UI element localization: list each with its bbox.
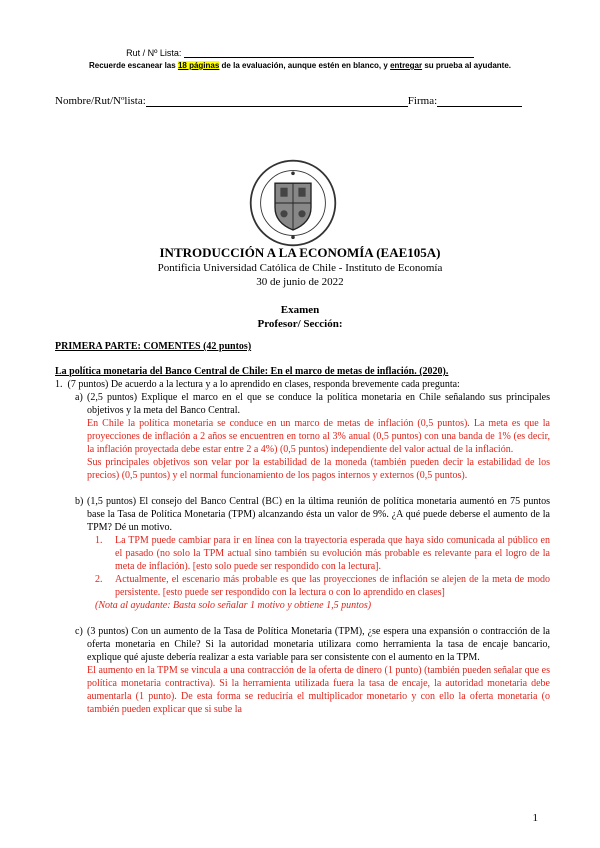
signature-label: Firma: (407, 95, 438, 107)
question-b (55, 495, 550, 534)
c-label: c) (75, 626, 83, 637)
b-text: (1,5 puntos) El consejo del Banco Central (BC) en la última reunión de política monetaria aumentó en 75 puntos base la Tasa de Política Monetaria (TPM) alcanzando ésta un valor de 9%. ¿A qué puede deberse el aumento de la TPM? Dé un motivo. (87, 496, 550, 533)
exam-content (55, 340, 550, 716)
answer-b-2 (55, 573, 550, 599)
exam-date: 30 de junio de 2022 (256, 276, 344, 288)
university-seal-icon (248, 158, 338, 248)
exam-title: INTRODUCCIÓN A LA ECONOMÍA (EAE105A) (159, 245, 441, 260)
question-a (55, 391, 550, 417)
reminder-submit: entregar (390, 61, 423, 70)
question-1 (55, 378, 550, 391)
rut-header (0, 48, 600, 58)
reminder-post: su prueba al ayudante. (424, 61, 512, 70)
section-title: PRIMERA PARTE: COMENTES (42 puntos) (55, 341, 252, 352)
rut-line (184, 48, 474, 58)
identity-row (55, 95, 522, 107)
a-label: a) (75, 392, 83, 403)
b-n2: 2. (95, 574, 103, 585)
c-text: (3 puntos) Con un aumento de la Tasa de Política Monetaria (TPM), ¿se espera una expansión o contracción de la oferta monetaria en Chile? Si la autoridad monetaria utilizara como herramienta la tasa de encaje bancario, explique qué ajuste debería realizar a esta variable para ser consistente con el aumento en la TPM. (87, 626, 550, 663)
exam-type: Examen (280, 304, 320, 316)
reminder-mid: de la evaluación, aunque estén en blanco, y (221, 61, 388, 70)
reminder-pages: 18 páginas (177, 61, 220, 70)
q1-text: (7 puntos) De acuerdo a la lectura y a lo aprendido en clases, responda brevemente cada pregunta: (67, 379, 460, 390)
rut-label: Rut / Nº Lista: (126, 48, 182, 58)
reminder-pre: Recuerde escanear las (88, 61, 176, 70)
name-line (146, 96, 408, 107)
professor-section: Profesor/ Sección: (257, 318, 343, 330)
name-label: Nombre/Rut/Nºlista: (55, 95, 146, 107)
signature-line (437, 96, 522, 107)
b-note: (Nota al ayudante: Basta solo señalar 1 motivo y obtiene 1,5 puntos) (95, 600, 372, 611)
b-label: b) (75, 496, 84, 507)
question-c (55, 625, 550, 664)
answer-c: El aumento en la TPM se vincula a una contracción de la oferta de dinero (1 punto) (también pueden señalar que es política monetaria contractiva). Si la herramienta utilizada fuera la tasa de encaje, la autoridad monetaria debe aumentarla (1 punto). De esta forma se reduciría el multiplicador monetario y con ello la oferta monetaria (o también pueden explicar que si sube la (87, 665, 550, 715)
b-ans2: Actualmente, el escenario más probable es que las proyecciones de inflación se alejen de la meta de modo persistente. [esto puede ser respondido con la lectura o con lo aprendido en clases] (115, 574, 550, 598)
answer-a-1: En Chile la política monetaria se conduce en un marco de metas de inflación (0,5 puntos). La meta es que la proyecciones de inflación a 2 años se encuentren en torno al 3% anual (0,5 puntos) con una banda de 1% (es decir, la inflación proyectada debe estar entre 2 a 4%) (0,5 puntos) independiente del valor actual de la inflación. (87, 418, 550, 455)
a-text: (2,5 puntos) Explique el marco en el que se conduce la política monetaria en Chile señalando sus principales objetivos y la meta del Banco Central. (87, 392, 550, 416)
page-number: 1 (532, 812, 538, 824)
b-n1: 1. (95, 535, 103, 546)
reading-title: La política monetaria del Banco Central de Chile: En el marco de metas de inflación. (2020). (55, 366, 449, 377)
answer-a-2: Sus principales objetivos son velar por la estabilidad de la moneda (también pueden decir la estabilidad de los precios) (0,5 puntos) y el normal funcionamiento de los pagos internos y externos (0,5 puntos). (87, 457, 550, 481)
institution: Pontificia Universidad Católica de Chile - Instituto de Economía (157, 262, 443, 274)
b-ans1: La TPM puede cambiar para ir en línea con la trayectoria esperada que haya sido comunicada al público en el pasado (no solo la TPM actual sino también su evolución más probable es relevante para el logro de la meta de inflación). [esto solo puede ser respondido con la lectura]. (115, 535, 550, 572)
answer-b-1 (55, 534, 550, 573)
scan-reminder (0, 61, 600, 70)
q1-number: 1. (55, 379, 63, 390)
